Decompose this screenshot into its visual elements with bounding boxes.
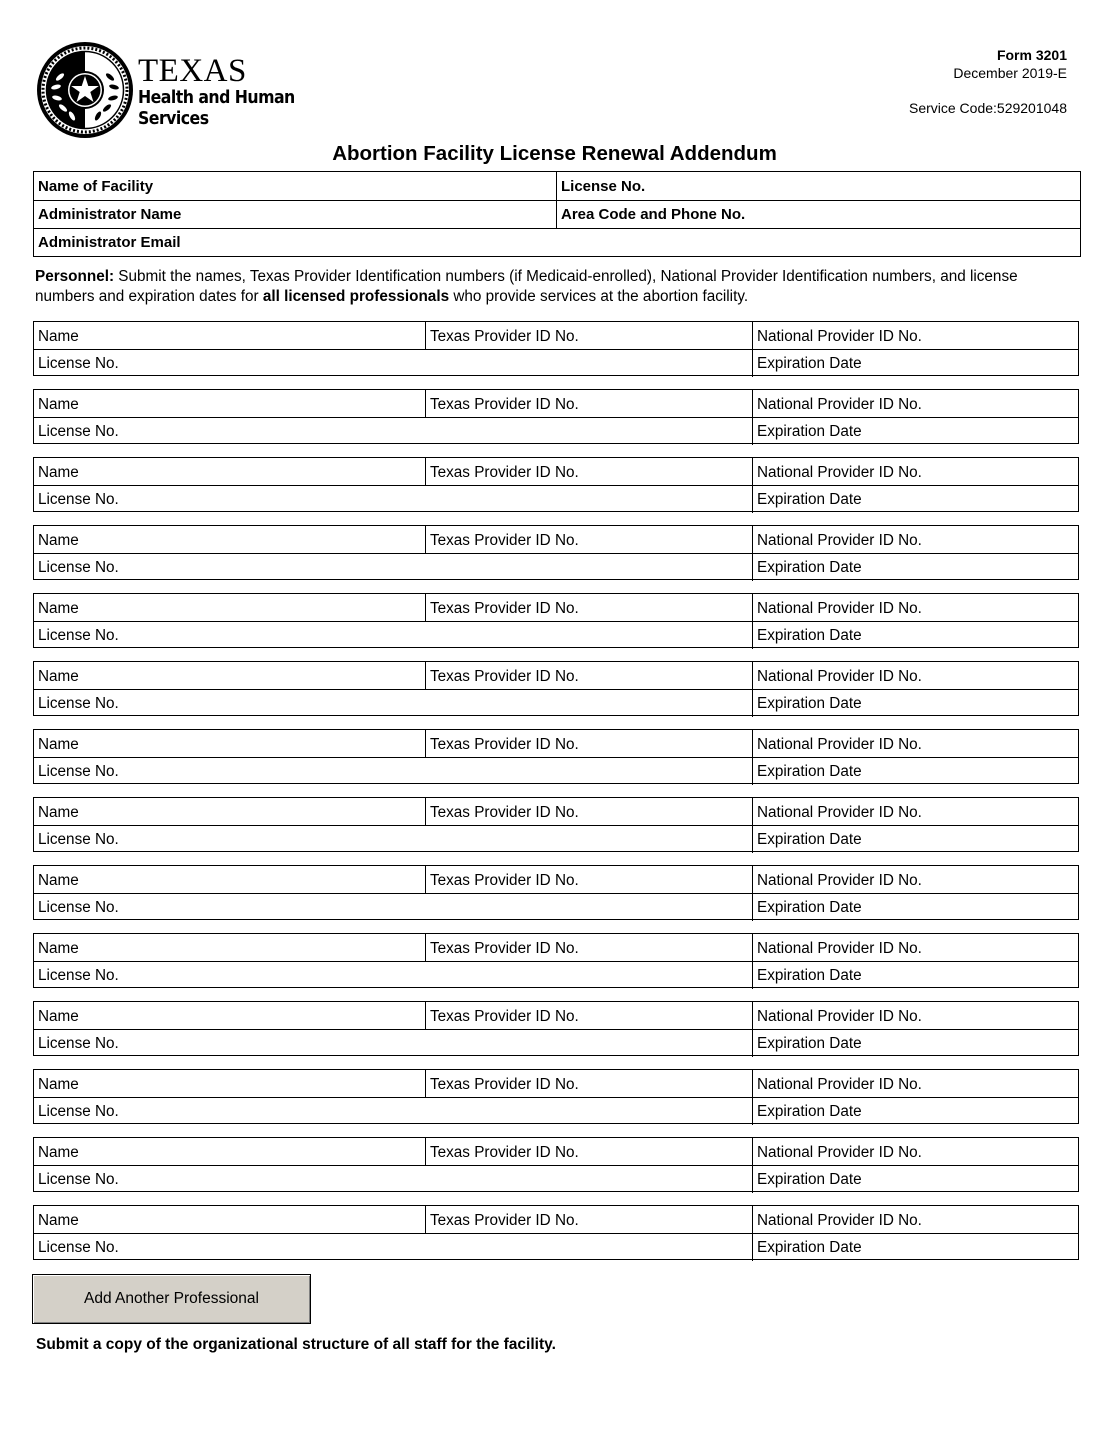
phone-label: Area Code and Phone No. [561, 206, 746, 223]
national-provider-id-label: National Provider ID No. [757, 1144, 922, 1161]
facility-license-no-field[interactable] [557, 172, 1080, 200]
personnel-instructions [35, 267, 1075, 307]
texas-provider-id-field[interactable] [426, 662, 753, 689]
professional-entry [33, 933, 1079, 988]
texas-provider-id-field[interactable] [426, 458, 753, 485]
facility-row-3 [34, 228, 1080, 256]
texas-provider-id-field[interactable] [426, 390, 753, 417]
professional-name-field[interactable] [34, 458, 426, 485]
professional-name-label: Name [38, 1212, 79, 1229]
national-provider-id-field[interactable] [753, 1206, 1078, 1233]
professional-row-top [34, 1138, 1078, 1166]
professional-license-no-field[interactable] [34, 1234, 753, 1261]
professional-license-no-field[interactable] [34, 1166, 753, 1193]
professional-entry [33, 389, 1079, 444]
professional-entry [33, 865, 1079, 920]
professional-row-bottom [34, 1166, 1078, 1193]
national-provider-id-label: National Provider ID No. [757, 328, 922, 345]
professional-entry [33, 525, 1079, 580]
professional-row-top [34, 1206, 1078, 1234]
texas-provider-id-field[interactable] [426, 1002, 753, 1029]
agency-logo-text [138, 54, 312, 130]
professional-license-no-label: License No. [38, 898, 119, 916]
national-provider-id-label: National Provider ID No. [757, 1212, 922, 1229]
national-provider-id-label: National Provider ID No. [757, 532, 922, 549]
professional-license-no-field[interactable] [34, 826, 753, 853]
professional-name-label: Name [38, 600, 79, 617]
add-another-professional-button[interactable]: Add Another Professional [32, 1274, 311, 1324]
professional-entry [33, 593, 1079, 648]
texas-provider-id-label: Texas Provider ID No. [430, 1212, 579, 1229]
professional-name-field[interactable] [34, 1002, 426, 1029]
professional-row-bottom [34, 554, 1078, 581]
expiration-date-field[interactable] [753, 418, 1078, 445]
name-of-facility-field[interactable] [34, 172, 557, 200]
professional-name-label: Name [38, 464, 79, 481]
form-date: December 2019-E [953, 65, 1067, 81]
texas-provider-id-label: Texas Provider ID No. [430, 600, 579, 617]
national-provider-id-label: National Provider ID No. [757, 804, 922, 821]
professional-entry [33, 1001, 1079, 1056]
expiration-date-field[interactable] [753, 962, 1078, 989]
professional-entry [33, 1137, 1079, 1192]
expiration-date-field[interactable] [753, 486, 1078, 513]
texas-provider-id-label: Texas Provider ID No. [430, 1076, 579, 1093]
professional-row-top [34, 458, 1078, 486]
footer-note: Submit a copy of the organizational structure of all staff for the facility. [36, 1336, 556, 1353]
professional-entry [33, 729, 1079, 784]
professional-license-no-label: License No. [38, 1102, 119, 1120]
professional-name-field[interactable] [34, 1138, 426, 1165]
texas-provider-id-field[interactable] [426, 866, 753, 893]
personnel-emphasis: all licensed professionals [262, 288, 450, 305]
professional-row-bottom [34, 1030, 1078, 1057]
expiration-date-label: Expiration Date [757, 1102, 862, 1120]
texas-provider-id-label: Texas Provider ID No. [430, 804, 579, 821]
national-provider-id-field[interactable] [753, 526, 1078, 553]
professional-entry [33, 457, 1079, 512]
expiration-date-label: Expiration Date [757, 1238, 862, 1256]
national-provider-id-label: National Provider ID No. [757, 872, 922, 889]
professional-name-field[interactable] [34, 730, 426, 757]
professional-name-label: Name [38, 940, 79, 957]
expiration-date-label: Expiration Date [757, 422, 862, 440]
professional-license-no-field[interactable] [34, 622, 753, 649]
professional-name-label: Name [38, 668, 79, 685]
national-provider-id-field[interactable] [753, 730, 1078, 757]
expiration-date-label: Expiration Date [757, 1170, 862, 1188]
professional-license-no-label: License No. [38, 422, 119, 440]
national-provider-id-field[interactable] [753, 934, 1078, 961]
form-number: Form 3201 [996, 47, 1067, 63]
professional-row-top [34, 1070, 1078, 1098]
professional-name-field[interactable] [34, 798, 426, 825]
page-title: Abortion Facility License Renewal Addendum [332, 142, 777, 165]
professional-row-top [34, 390, 1078, 418]
national-provider-id-label: National Provider ID No. [757, 464, 922, 481]
texas-provider-id-field[interactable] [426, 1138, 753, 1165]
professional-license-no-field[interactable] [34, 1098, 753, 1125]
professional-license-no-field[interactable] [34, 894, 753, 921]
texas-provider-id-label: Texas Provider ID No. [430, 464, 579, 481]
professional-name-field[interactable] [34, 322, 426, 349]
texas-provider-id-field[interactable] [426, 322, 753, 349]
professional-entry [33, 1205, 1079, 1260]
national-provider-id-label: National Provider ID No. [757, 1008, 922, 1025]
national-provider-id-field[interactable] [753, 1138, 1078, 1165]
professional-name-field[interactable] [34, 934, 426, 961]
professional-name-field[interactable] [34, 390, 426, 417]
professional-row-top [34, 1002, 1078, 1030]
professional-name-label: Name [38, 328, 79, 345]
professional-row-bottom [34, 622, 1078, 649]
expiration-date-label: Expiration Date [757, 898, 862, 916]
professional-row-top [34, 526, 1078, 554]
national-provider-id-field[interactable] [753, 594, 1078, 621]
personnel-lead: Personnel: [35, 268, 115, 285]
expiration-date-label: Expiration Date [757, 1034, 862, 1052]
facility-row-1 [34, 172, 1080, 200]
texas-provider-id-label: Texas Provider ID No. [430, 532, 579, 549]
national-provider-id-field[interactable] [753, 322, 1078, 349]
national-provider-id-label: National Provider ID No. [757, 1076, 922, 1093]
professional-license-no-field[interactable] [34, 758, 753, 785]
texas-provider-id-field[interactable] [426, 526, 753, 553]
expiration-date-label: Expiration Date [757, 762, 862, 780]
texas-provider-id-field[interactable] [426, 1070, 753, 1097]
expiration-date-label: Expiration Date [757, 694, 862, 712]
professional-name-label: Name [38, 532, 79, 549]
professional-license-no-label: License No. [38, 558, 119, 576]
professional-license-no-label: License No. [38, 830, 119, 848]
professional-name-field[interactable] [34, 594, 426, 621]
expiration-date-label: Expiration Date [757, 966, 862, 984]
professional-license-no-label: License No. [38, 1034, 119, 1052]
professional-row-bottom [34, 826, 1078, 853]
expiration-date-field[interactable] [753, 1166, 1078, 1193]
professional-license-no-field[interactable] [34, 554, 753, 581]
national-provider-id-field[interactable] [753, 390, 1078, 417]
professional-license-no-label: License No. [38, 694, 119, 712]
professional-row-bottom [34, 1234, 1078, 1261]
logo-title: TEXAS [138, 53, 247, 89]
texas-provider-id-label: Texas Provider ID No. [430, 1144, 579, 1161]
national-provider-id-field[interactable] [753, 662, 1078, 689]
texas-provider-id-label: Texas Provider ID No. [430, 668, 579, 685]
expiration-date-field[interactable] [753, 690, 1078, 717]
national-provider-id-field[interactable] [753, 1002, 1078, 1029]
administrator-email-label: Administrator Email [38, 234, 181, 251]
form-meta [909, 46, 1067, 117]
professional-license-no-field[interactable] [34, 962, 753, 989]
professional-license-no-field[interactable] [34, 1030, 753, 1057]
texas-provider-id-label: Texas Provider ID No. [430, 940, 579, 957]
texas-provider-id-field[interactable] [426, 934, 753, 961]
professional-license-no-field[interactable] [34, 350, 753, 377]
professional-license-no-label: License No. [38, 1170, 119, 1188]
expiration-date-label: Expiration Date [757, 558, 862, 576]
professional-license-no-field[interactable] [34, 486, 753, 513]
professional-license-no-label: License No. [38, 966, 119, 984]
national-provider-id-label: National Provider ID No. [757, 600, 922, 617]
name-of-facility-label: Name of Facility [38, 177, 154, 195]
professional-row-bottom [34, 418, 1078, 445]
texas-provider-id-label: Texas Provider ID No. [430, 872, 579, 889]
professional-name-label: Name [38, 1008, 79, 1025]
professional-row-top [34, 798, 1078, 826]
professional-name-field[interactable] [34, 1206, 426, 1233]
national-provider-id-label: National Provider ID No. [757, 396, 922, 413]
expiration-date-label: Expiration Date [757, 830, 862, 848]
professional-name-label: Name [38, 736, 79, 753]
administrator-email-field[interactable] [34, 229, 1080, 256]
expiration-date-field[interactable] [753, 894, 1078, 921]
personnel-text-2: who provide services at the abortion facility. [449, 288, 749, 305]
professional-license-no-label: License No. [38, 354, 119, 372]
professional-entry [33, 661, 1079, 716]
logo-subtitle-line2: Services [138, 109, 209, 129]
professional-entry [33, 797, 1079, 852]
national-provider-id-field[interactable] [753, 866, 1078, 893]
professional-name-label: Name [38, 1076, 79, 1093]
professional-row-bottom [34, 894, 1078, 921]
expiration-date-label: Expiration Date [757, 626, 862, 644]
personnel-text-1: Submit the names, Texas Provider Identification numbers (if Medicaid-enrolled), National Provider Identification numbers, and license numbers and expiration dates for [35, 268, 1018, 305]
professional-license-no-field[interactable] [34, 690, 753, 717]
professional-name-field[interactable] [34, 866, 426, 893]
texas-provider-id-field[interactable] [426, 1206, 753, 1233]
professional-license-no-label: License No. [38, 626, 119, 644]
professional-name-label: Name [38, 804, 79, 821]
logo-subtitle-line1: Health and Human [138, 88, 295, 108]
administrator-name-label: Administrator Name [38, 206, 182, 223]
texas-provider-id-label: Texas Provider ID No. [430, 328, 579, 345]
professional-row-top [34, 730, 1078, 758]
professional-row-bottom [34, 486, 1078, 513]
professional-license-no-label: License No. [38, 1238, 119, 1256]
expiration-date-field[interactable] [753, 350, 1078, 377]
expiration-date-field[interactable] [753, 1030, 1078, 1057]
expiration-date-label: Expiration Date [757, 354, 862, 372]
expiration-date-field[interactable] [753, 1098, 1078, 1125]
professional-name-field[interactable] [34, 662, 426, 689]
national-provider-id-label: National Provider ID No. [757, 736, 922, 753]
texas-provider-id-label: Texas Provider ID No. [430, 396, 579, 413]
professional-license-no-label: License No. [38, 490, 119, 508]
national-provider-id-field[interactable] [753, 458, 1078, 485]
texas-provider-id-field[interactable] [426, 594, 753, 621]
professional-row-top [34, 322, 1078, 350]
service-code: Service Code:529201048 [908, 100, 1067, 116]
professional-entry [33, 1069, 1079, 1124]
professional-row-bottom [34, 758, 1078, 785]
professional-row-bottom [34, 962, 1078, 989]
professional-name-field[interactable] [34, 1070, 426, 1097]
expiration-date-field[interactable] [753, 1234, 1078, 1261]
professional-row-top [34, 662, 1078, 690]
expiration-date-field[interactable] [753, 554, 1078, 581]
facility-info-table [33, 171, 1081, 257]
professional-row-bottom [34, 690, 1078, 717]
expiration-date-field[interactable] [753, 826, 1078, 853]
facility-row-2 [34, 200, 1080, 228]
professional-name-field[interactable] [34, 526, 426, 553]
professional-name-label: Name [38, 1144, 79, 1161]
expiration-date-field[interactable] [753, 622, 1078, 649]
expiration-date-label: Expiration Date [757, 490, 862, 508]
professional-row-top [34, 594, 1078, 622]
professional-license-no-label: License No. [38, 762, 119, 780]
professional-row-bottom [34, 1098, 1078, 1125]
phone-field[interactable] [557, 201, 1080, 228]
texas-provider-id-label: Texas Provider ID No. [430, 1008, 579, 1025]
expiration-date-field[interactable] [753, 758, 1078, 785]
facility-license-no-label: License No. [561, 177, 646, 195]
texas-seal-icon [36, 41, 134, 139]
professional-row-top [34, 934, 1078, 962]
professional-row-top [34, 866, 1078, 894]
administrator-name-field[interactable] [34, 201, 557, 228]
texas-provider-id-field[interactable] [426, 798, 753, 825]
professional-name-label: Name [38, 396, 79, 413]
texas-provider-id-field[interactable] [426, 730, 753, 757]
professional-entry [33, 321, 1079, 376]
professional-name-label: Name [38, 872, 79, 889]
national-provider-id-field[interactable] [753, 1070, 1078, 1097]
texas-provider-id-label: Texas Provider ID No. [430, 736, 579, 753]
national-provider-id-field[interactable] [753, 798, 1078, 825]
national-provider-id-label: National Provider ID No. [757, 668, 922, 685]
national-provider-id-label: National Provider ID No. [757, 940, 922, 957]
professional-row-bottom [34, 350, 1078, 377]
professional-license-no-field[interactable] [34, 418, 753, 445]
